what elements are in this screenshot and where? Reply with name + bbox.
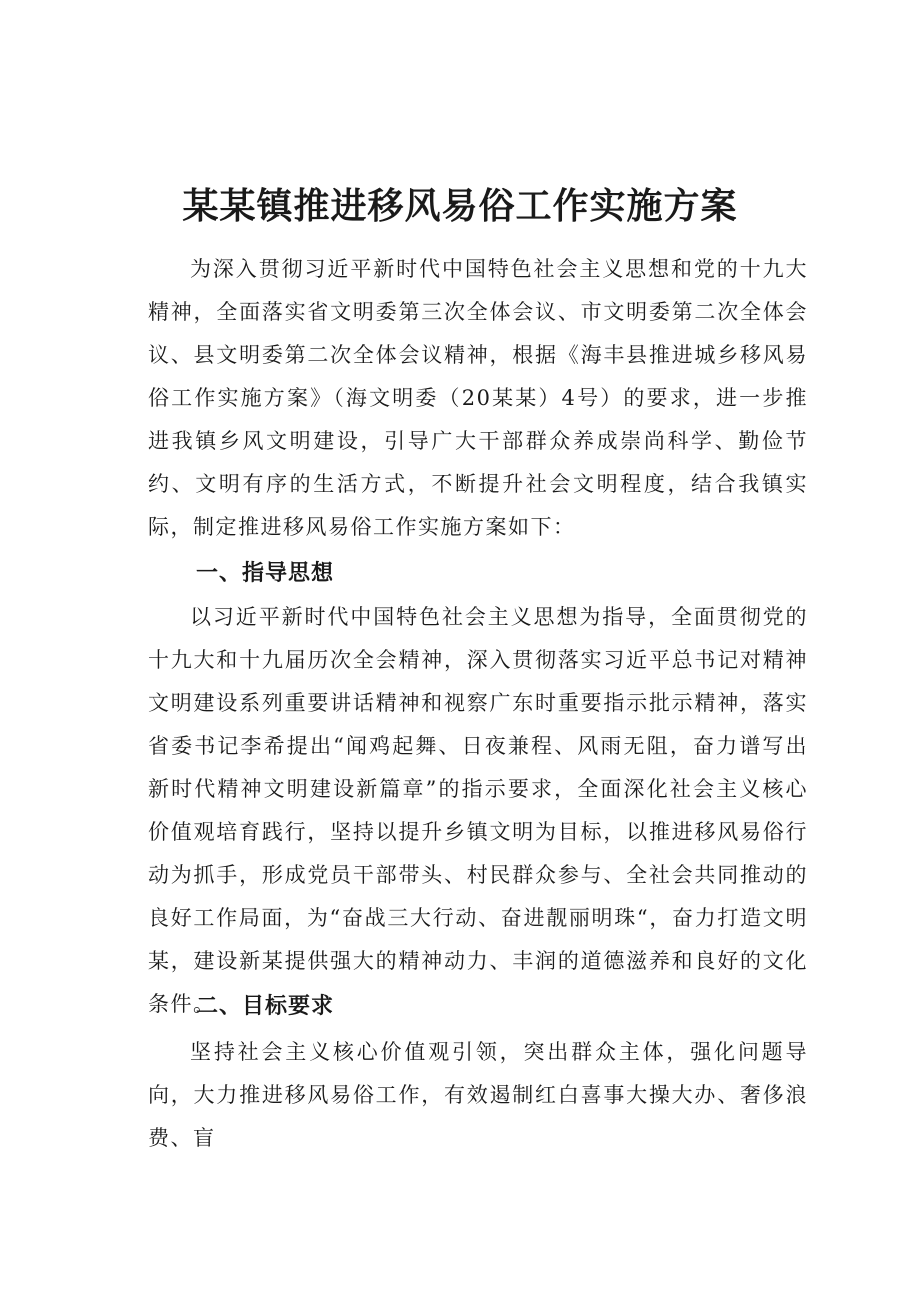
intro-paragraph: 为深入贯彻习近平新时代中国特色社会主义思想和党的十九大精神，全面落实省文明委第三次全体会议、市文明委第二次全体会议、县文明委第二次全体会议精神，根据《海丰县推进城乡移风易俗工作实施方案》（海文明委（20某某）4号）的要求，进一步推进我镇乡风文明建设，引导广大干部群众养成崇尚科学、勤俭节约、文明有序的生活方式，不断提升社会文明程度，结合我镇实际，制定推进移风易俗工作实施方案如下： — [148, 257, 808, 539]
section-heading-goals: 二、目标要求 — [196, 994, 335, 1019]
guiding-ideology-paragraph: 以习近平新时代中国特色社会主义思想为指导，全面贯彻党的十九大和十九届历次全会精神，深入贯彻落实习近平总书记对精神文明建设系列重要讲话精神和视察广东时重要指示批示精神，落实省委书记李希提出“闻鸡起舞、日夜兼程、风雨无阻，奋力谱写出新时代精神文明建设新篇章”的指示要求，全面深化社会主义核心价值观培育践行，坚持以提升乡镇文明为目标，以推进移风易俗行动为抓手，形成党员干部带头、村民群众参与、全社会共同推动的良好工作局面，为“奋战三大行动、奋进靓丽明珠“，奋力打造文明某，建设新某提供强大的精神动力、丰润的道德滋养和良好的文化条件。 — [148, 605, 808, 1016]
section-heading-guiding-ideology: 一、指导思想 — [196, 561, 335, 586]
document-title: 某某镇推进移风易俗工作实施方案 — [182, 185, 738, 228]
goals-paragraph: 坚持社会主义核心价值观引领，突出群众主体，强化问题导向，大力推进移风易俗工作，有效遏制红白喜事大操大办、奢侈浪费、盲 — [148, 1040, 808, 1150]
